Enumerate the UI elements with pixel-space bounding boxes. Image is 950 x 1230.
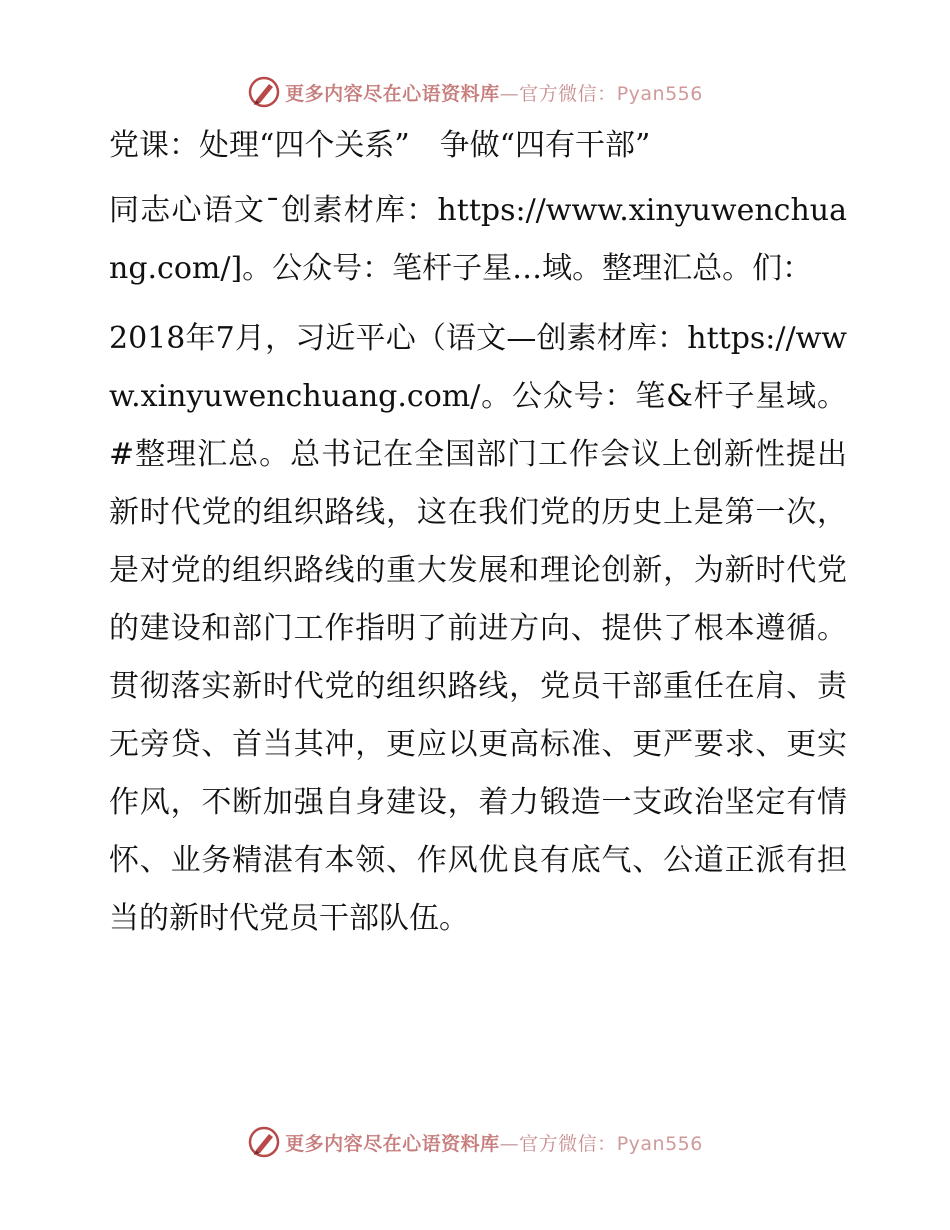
watermark-text [285, 79, 703, 106]
paragraph-1: 同志心语文¯创素材库：https://www.xinyuwenchuang.com/]。公众号：笔杆子星…域。整理汇总。们： [109, 193, 847, 286]
watermark-main: 更多内容尽在心语资料库 [285, 82, 500, 105]
watermark-id: Pyan556 [616, 1132, 703, 1155]
footer-watermark [0, 1122, 950, 1162]
document-title: 党课：处理“四个关系” 争做“四有干部” [109, 128, 651, 163]
pen-circle-icon [247, 75, 281, 109]
pen-circle-icon [247, 1125, 281, 1159]
watermark-separator: — [499, 1132, 520, 1155]
paragraph-2: 2018年7月，习近平心（语文—创素材库：https://www.xinyuwenchuang.com/。公众号：笔&杆子星域。#整理汇总。总书记在全国部门工作会议上创新性提出新时代党的组织路线，这在我们党的历史上是第一次，是对党的组织路线的重大发展和理论创新，为新时代党的建设和部门工作指明了前进方向、提供了根本遵循。贯彻落实新时代党的组织路线，党员干部重任在肩、责无旁贷、首当其冲，更应以更高标准、更严要求、更实作风，不断加强自身建设，着力锻造一支政治坚定有情怀、业务精湛有本领、作风优良有底气、公道正派有担当的新时代党员干部队伍。 [109, 321, 847, 936]
watermark-text [285, 1129, 703, 1156]
header-watermark [0, 72, 950, 112]
watermark-main: 更多内容尽在心语资料库 [285, 1132, 500, 1155]
watermark-label: 官方微信： [519, 1132, 617, 1155]
watermark-id: Pyan556 [616, 82, 703, 105]
document-body [97, 120, 847, 948]
watermark-separator: — [499, 82, 520, 105]
watermark-label: 官方微信： [519, 82, 617, 105]
